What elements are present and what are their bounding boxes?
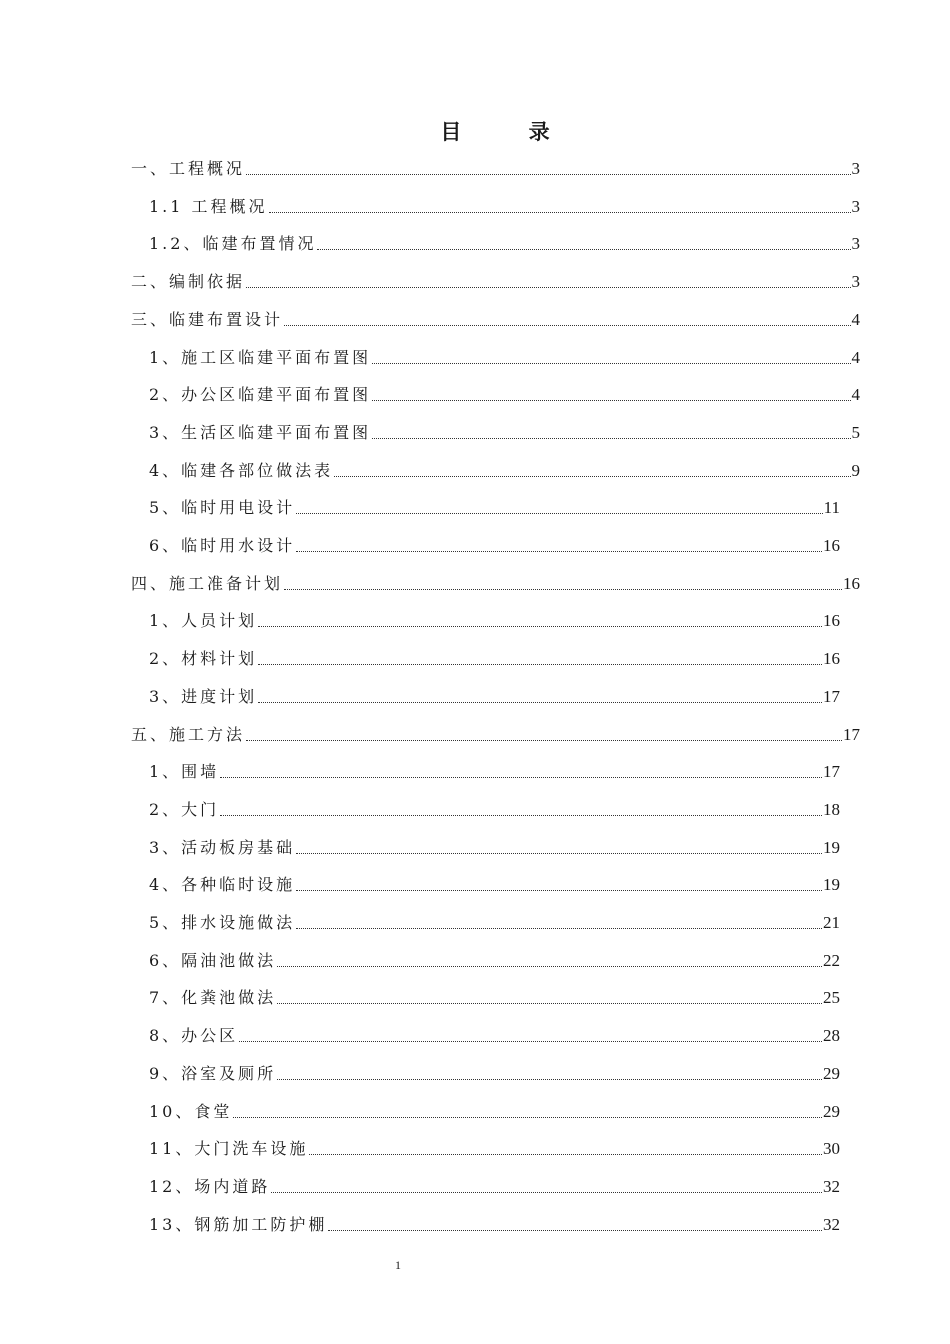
toc-entry-label: 8、办公区 bbox=[149, 1026, 239, 1046]
toc-entry-page: 22 bbox=[823, 950, 840, 970]
toc-entry[interactable] bbox=[149, 1021, 840, 1047]
toc-entry-label: 四、施工准备计划 bbox=[131, 573, 284, 593]
toc-entry-page: 3 bbox=[851, 159, 860, 178]
toc-entry-label: 6、隔油池做法 bbox=[149, 950, 277, 970]
toc-entry-page: 18 bbox=[823, 799, 840, 819]
toc-entry-label: 2、材料计划 bbox=[149, 649, 258, 669]
toc-entry-label: 10、食堂 bbox=[149, 1101, 233, 1121]
toc-entry-label: 一、工程概况 bbox=[131, 159, 246, 178]
toc-entry[interactable] bbox=[131, 305, 860, 331]
toc-entry[interactable] bbox=[131, 267, 860, 293]
toc-entry[interactable] bbox=[149, 343, 860, 369]
toc-entry[interactable] bbox=[149, 833, 840, 859]
toc-dot-leader bbox=[372, 437, 850, 439]
toc-entry-label: 五、施工方法 bbox=[131, 724, 246, 744]
toc-entry[interactable] bbox=[149, 418, 860, 444]
toc-entry[interactable] bbox=[149, 757, 840, 783]
toc-entry-page: 19 bbox=[823, 837, 840, 857]
toc-dot-leader bbox=[296, 512, 822, 514]
toc-entry-page: 11 bbox=[823, 498, 840, 518]
toc-entry[interactable] bbox=[149, 531, 840, 557]
toc-dot-leader bbox=[372, 362, 850, 364]
toc-entry-label: 1、人员计划 bbox=[149, 611, 258, 631]
toc-dot-leader bbox=[239, 1040, 822, 1042]
toc-entry-label: 4、临建各部位做法表 bbox=[149, 460, 334, 480]
toc-entry-label: 1、施工区临建平面布置图 bbox=[149, 347, 372, 367]
toc-entry-label: 二、编制依据 bbox=[131, 272, 246, 292]
toc-entry[interactable] bbox=[149, 946, 840, 972]
toc-entry-label: 12、场内道路 bbox=[149, 1176, 271, 1196]
toc-entry-label: 13、钢筋加工防护棚 bbox=[149, 1214, 328, 1234]
toc-dot-leader bbox=[296, 927, 822, 929]
toc-entry-page: 16 bbox=[843, 573, 860, 593]
toc-entry-page: 9 bbox=[851, 460, 860, 480]
toc-title: 目 录 bbox=[440, 120, 580, 144]
toc-entry-label: 6、临时用水设计 bbox=[149, 536, 296, 555]
toc-entry-page: 17 bbox=[823, 762, 840, 782]
toc-dot-leader bbox=[317, 248, 850, 250]
toc-entry-page: 29 bbox=[823, 1063, 840, 1083]
toc-dot-leader bbox=[284, 588, 842, 590]
toc-entry[interactable] bbox=[131, 569, 860, 595]
toc-entry[interactable] bbox=[149, 1097, 840, 1123]
toc-dot-leader bbox=[284, 324, 850, 326]
toc-dot-leader bbox=[258, 625, 822, 627]
toc-dot-leader bbox=[296, 852, 822, 854]
toc-entry[interactable] bbox=[149, 870, 840, 896]
toc-entry-page: 21 bbox=[823, 913, 840, 932]
toc-dot-leader bbox=[372, 399, 850, 401]
toc-dot-leader bbox=[258, 663, 822, 665]
toc-entry-page: 32 bbox=[823, 1176, 840, 1196]
toc-dot-leader bbox=[277, 1078, 822, 1080]
toc-entry-label: 3、生活区临建平面布置图 bbox=[149, 422, 372, 442]
toc-entry-page: 3 bbox=[851, 234, 860, 254]
toc-entry[interactable] bbox=[149, 682, 840, 708]
toc-entry-page: 16 bbox=[823, 649, 840, 669]
toc-dot-leader bbox=[309, 1153, 822, 1155]
toc-entry[interactable] bbox=[149, 795, 840, 821]
toc-entry-label: 11、大门洗车设施 bbox=[149, 1139, 309, 1159]
toc-dot-leader bbox=[246, 173, 850, 175]
toc-entry-page: 19 bbox=[823, 875, 840, 895]
toc-entry-label: 1、围墙 bbox=[149, 762, 220, 782]
toc-entry[interactable] bbox=[149, 229, 860, 255]
toc-entry-page: 4 bbox=[851, 309, 860, 329]
toc-entry-label: 1.2、临建布置情况 bbox=[149, 234, 317, 254]
toc-entry[interactable] bbox=[149, 606, 840, 632]
toc-entry[interactable] bbox=[149, 908, 840, 934]
toc-entry-page: 4 bbox=[851, 385, 860, 405]
toc-entry[interactable] bbox=[149, 644, 840, 670]
toc-entry[interactable] bbox=[149, 1210, 840, 1236]
toc-dot-leader bbox=[220, 814, 822, 816]
toc-dot-leader bbox=[269, 211, 851, 213]
page-number: 1 bbox=[395, 1258, 401, 1272]
toc-dot-leader bbox=[258, 701, 822, 703]
toc-entry-label: 5、排水设施做法 bbox=[149, 913, 296, 932]
toc-entry[interactable] bbox=[149, 1172, 840, 1198]
toc-entry[interactable] bbox=[149, 1134, 840, 1160]
toc-entry-label: 9、浴室及厕所 bbox=[149, 1063, 277, 1083]
toc-entry-page: 16 bbox=[823, 611, 840, 631]
toc-entry-label: 1.1 工程概况 bbox=[149, 196, 268, 216]
toc-entry-page: 17 bbox=[843, 724, 860, 744]
toc-entry-page: 29 bbox=[823, 1101, 840, 1121]
toc-entry-label: 3、活动板房基础 bbox=[149, 837, 296, 857]
toc-entry-label: 三、临建布置设计 bbox=[131, 309, 284, 329]
toc-entry-label: 5、临时用电设计 bbox=[149, 498, 296, 518]
toc-entry-page: 3 bbox=[851, 272, 860, 292]
toc-dot-leader bbox=[328, 1229, 822, 1231]
toc-entry[interactable] bbox=[149, 456, 860, 482]
toc-dot-leader bbox=[246, 286, 850, 288]
toc-entry-page: 17 bbox=[823, 686, 840, 706]
toc-entry-page: 32 bbox=[823, 1214, 840, 1234]
toc-dot-leader bbox=[277, 965, 822, 967]
toc-entry-page: 28 bbox=[823, 1026, 840, 1046]
toc-entry-page: 5 bbox=[851, 422, 860, 442]
toc-dot-leader bbox=[277, 1002, 822, 1004]
toc-entry[interactable] bbox=[149, 983, 840, 1009]
toc-entry-page: 3 bbox=[851, 196, 860, 216]
toc-entry[interactable] bbox=[131, 154, 860, 180]
toc-entry-label: 3、进度计划 bbox=[149, 686, 258, 706]
toc-entry-page: 16 bbox=[823, 536, 840, 555]
toc-dot-leader bbox=[233, 1116, 822, 1118]
toc-entry[interactable] bbox=[149, 380, 860, 406]
toc-entry[interactable] bbox=[149, 1059, 840, 1085]
toc-dot-leader bbox=[334, 475, 850, 477]
toc-dot-leader bbox=[271, 1191, 822, 1193]
toc-entry-label: 4、各种临时设施 bbox=[149, 875, 296, 895]
toc-dot-leader bbox=[296, 550, 822, 552]
toc-entry-label: 7、化粪池做法 bbox=[149, 988, 277, 1008]
toc-entry-page: 4 bbox=[851, 347, 860, 367]
toc-dot-leader bbox=[296, 889, 822, 891]
toc-entry-label: 2、办公区临建平面布置图 bbox=[149, 385, 372, 405]
toc-entry-page: 25 bbox=[823, 988, 840, 1008]
toc-dot-leader bbox=[220, 776, 822, 778]
toc-entry-label: 2、大门 bbox=[149, 799, 220, 819]
toc-entry-page: 30 bbox=[823, 1139, 840, 1159]
toc-entry[interactable] bbox=[149, 192, 860, 218]
toc-entry[interactable] bbox=[131, 720, 860, 746]
toc-dot-leader bbox=[246, 739, 842, 741]
toc-entry[interactable] bbox=[149, 493, 840, 519]
